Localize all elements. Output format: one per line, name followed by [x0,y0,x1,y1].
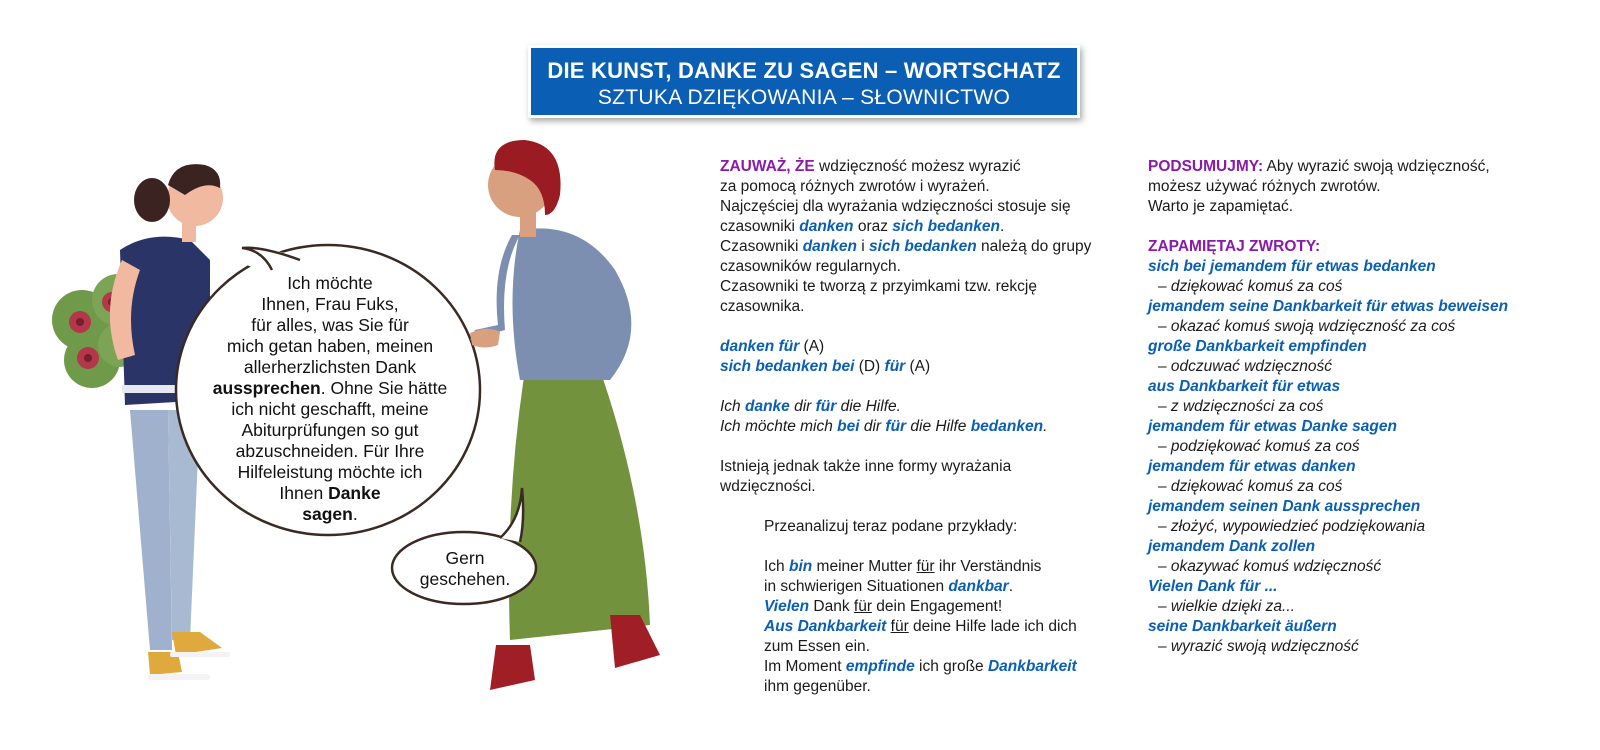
rection-2: sich bedanken bei (D) für (A) [720,358,931,375]
phrase-translation: – wielkie dzięki za... [1158,598,1295,615]
phrase-translation: – z wdzięczności za coś [1158,398,1324,415]
phrase-translation: – złożyć, wypowiedzieć podziękowania [1158,518,1426,535]
woman-speech-text: Gern geschehen. [419,548,511,589]
title-german: DIE KUNST, DANKE ZU SAGEN – WORTSCHATZ [547,58,1061,83]
grammar-notes: ZAUWAŻ, ŻE wdzięczność możesz wyrazić za pomocą różnych zwrotów i wyrażeń. Najczęściej dla wyrażania wdzięczności stosuje się czasowniki danken oraz sich bedanken. Czasowniki danken i sich bedanken należą do grupy czasowników regularnych. Czasowniki te tworzą z przyimkami tzw. rekcję czasownika. danken für (A) sich bedanken bei (D) für (A) Ich danke dir für die Hilfe. Ich möchte mich bei dir für die Hilfe bedanken. Istnieją jednak także inne formy wyrażania wdzięczności. Przeanalizuj teraz podane przykłady: Ich bin meiner Mutter für ihr Verständnis in schwierigen Situationen dankbar. Vielen Dank für dein Engagement! Aus Dankbarkeit für deine Hilfe lade ich dich zum Essen ein. Im Moment empfinde ich große Dankbarkeit ihm gegenüber. [720,157,1120,697]
phrase-german: jemandem seine Dankbarkeit für etwas beweisen [1148,298,1509,315]
title-polish: SZTUKA DZIĘKOWANIA – SŁOWNICTWO [597,86,1011,109]
phrase-translation: – okazać komuś swoją wdzięczność za coś [1158,318,1456,335]
phrase-german: jemandem seinen Dank aussprechen [1148,498,1421,515]
phrase-translation: – odczuwać wdzięczność [1158,358,1333,375]
phrase-german: große Dankbarkeit empfinden [1148,338,1367,355]
phrase-translation: – dziękować komuś za coś [1158,278,1343,295]
phrase-translation: – dziękować komuś za coś [1158,478,1343,495]
rection-1: danken für (A) [720,338,825,355]
phrase-translation: – okazywać komuś wdzięczność [1158,558,1382,575]
example-1: Ich danke dir für die Hilfe. [720,398,901,415]
phrase-german: aus Dankbarkeit für etwas [1148,378,1341,395]
phrase-german: jemandem für etwas Danke sagen [1148,418,1397,435]
woman-figure [470,140,660,690]
phrase-german: jemandem für etwas danken [1148,458,1356,475]
phrases-summary: PODSUMUJMY: Aby wyrazić swoją wdzięczność, możesz używać różnych zwrotów. Warto je zapamiętać. ZAPAMIĘTAJ ZWROTY: sich bei jemandem für etwas bedanken – dziękować komuś za coś jemandem seine Dankbarkeit für etwas beweisen – okazać komuś swoją wdzięczność za coś große Dankbarkeit empfinden – odczuwać wdzięczność aus Dankbarkeit für etwas – z wdzięczności za coś jemandem für etwas Danke sagen – podziękować komuś za coś jemandem für etwas danken – dziękować komuś za coś jemandem seinen Dank aussprechen – złożyć, wypowiedzieć podziękowania jemandem Dank zollen – okazywać komuś wdzięczność Vielen Dank für ... – wielkie dzięki za... seine Dankbarkeit äußern – wyrazić swoją wdzięczność [1148,157,1588,657]
phrase-list [1148,257,1588,657]
example-2: Ich möchte mich bei dir für die Hilfe bedanken. [720,418,1048,435]
sentence-4: Im Moment empfinde ich große Dankbarkeit [764,658,1077,675]
sentence-3: Aus Dankbarkeit für deine Hilfe lade ich dich [764,618,1077,635]
phrase-translation: – podziękować komuś za coś [1158,438,1360,455]
phrase-german: seine Dankbarkeit äußern [1148,618,1337,635]
phrase-german: sich bei jemandem für etwas bedanken [1148,258,1436,275]
phrase-translation: – wyrazić swoją wdzięczność [1158,638,1359,655]
sentence-2: Vielen Dank für dein Engagement! [764,598,1003,615]
sentence-1: Ich bin meiner Mutter für ihr Verständnis [764,558,1042,575]
phrase-german: jemandem Dank zollen [1148,538,1316,555]
girl-speech-text: Ich möchte Ihnen, Frau Fuks, für alles, was Sie für mich getan haben, meinen allerherzlichsten Dank aussprechen. Ohne Sie hätte ich nicht geschafft, meine Abiturprüfungen so gut abzuschneiden. Für Ihre Hilfeleistung möchte ich Ihnen Danke sagen. [212,273,448,524]
phrase-german: Vielen Dank für ... [1148,578,1278,595]
